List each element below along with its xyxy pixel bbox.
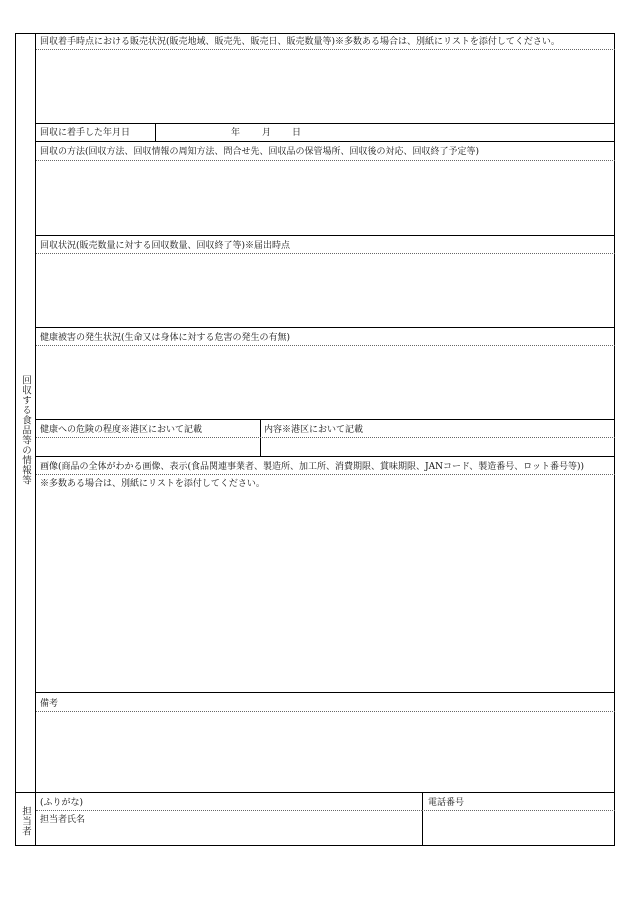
health-damage-field[interactable]: [36, 346, 615, 419]
date-month-label: 月: [262, 128, 272, 138]
recall-status-field[interactable]: [36, 254, 615, 327]
row-separator: [36, 235, 615, 236]
row-separator: [36, 141, 615, 142]
remarks-field[interactable]: [36, 712, 615, 792]
row-separator: [36, 692, 615, 693]
date-year-label: 年: [231, 128, 241, 138]
start-date-field[interactable]: [156, 124, 615, 141]
sales-status-label: 回収着手時点における販売状況(販売地域、販売先、販売日、販売数量等)※多数ある場合は、別紙にリストを添付してください。: [40, 37, 560, 47]
date-day-label: 日: [292, 128, 302, 138]
content-label: 内容※港区において記載: [264, 425, 364, 435]
images-label: 画像(商品の全体がわかる画像、表示(食品関連事業者、製造所、加工所、消費期限、賞味期限、JANコード、製造番号、ロット番号等)): [40, 462, 585, 472]
sales-status-field[interactable]: [36, 50, 615, 123]
recall-method-label: 回収の方法(回収方法、回収情報の周知方法、問合せ先、回収品の保管場所、回収後の対応、回収終了予定等): [40, 147, 480, 157]
risk-level-field[interactable]: [36, 438, 260, 456]
health-damage-label: 健康被害の発生状況(生命又は身体に対する危害の発生の有無): [40, 333, 291, 343]
content-field[interactable]: [261, 438, 615, 456]
phone-label: 電話番号: [428, 798, 465, 808]
images-note: ※多数ある場合は、別紙にリストを添付してください。: [40, 479, 265, 489]
row-separator: [36, 327, 615, 328]
risk-level-label: 健康への危険の程度※港区において記載: [40, 425, 203, 435]
person-name-field[interactable]: [36, 811, 422, 846]
person-side-label: 担当者: [20, 806, 31, 836]
row-separator: [36, 456, 615, 457]
recall-status-label: 回収状況(販売数量に対する回収数量、回収終了等)※届出時点: [40, 241, 291, 251]
section-separator: [15, 792, 615, 793]
images-divider: [36, 474, 615, 475]
recall-method-field[interactable]: [36, 161, 615, 235]
row-separator: [36, 419, 615, 420]
recall-info-side-label: 回収する食品等の情報等: [20, 375, 31, 485]
start-date-label: 回収に着手した年月日: [40, 128, 131, 138]
images-field[interactable]: [36, 492, 615, 692]
person-name-label: 担当者氏名: [40, 815, 86, 825]
furigana-label: (ふりがな): [40, 798, 84, 808]
phone-field[interactable]: [423, 811, 615, 846]
remarks-label: 備考: [40, 699, 59, 709]
